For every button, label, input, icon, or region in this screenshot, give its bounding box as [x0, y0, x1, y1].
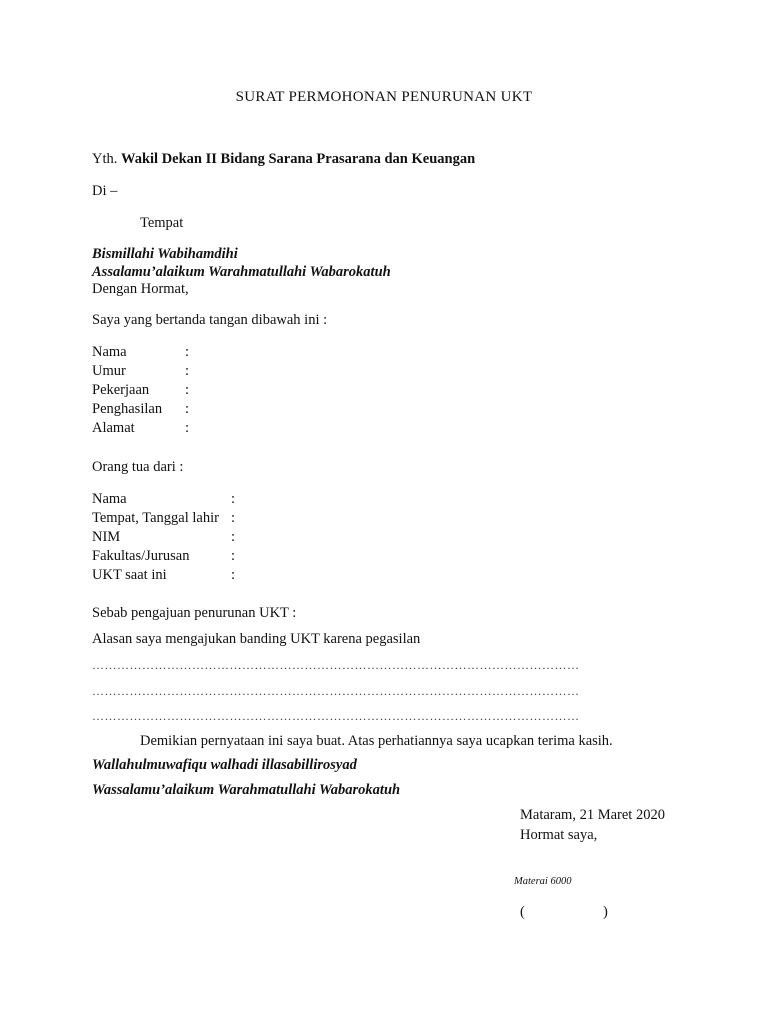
letter-title: SURAT PERMOHONAN PENURUNAN UKT: [235, 89, 533, 105]
signature-name-open: (: [520, 904, 525, 920]
recipient-name: Wakil Dekan II Bidang Sarana Prasarana dan Keuangan: [121, 151, 476, 167]
field-colon: :: [231, 567, 236, 583]
field-colon: :: [231, 491, 236, 507]
intro-text: Saya yang bertanda tangan dibawah ini :: [92, 312, 328, 328]
signature-regards: Hormat saya,: [520, 827, 598, 843]
dotted-line: ………………………………………………………………………………………………………: [92, 658, 580, 672]
dotted-line: ………………………………………………………………………………………………………: [92, 709, 580, 723]
parent-field-label: Pekerjaan: [92, 382, 150, 398]
tempat-line: Tempat: [140, 215, 184, 231]
di-line: Di –: [92, 183, 118, 199]
closing-prayer: Wallahulmuwafiqu walhadi illasabillirosyad: [92, 757, 357, 773]
student-field-label: NIM: [92, 529, 121, 545]
field-colon: :: [231, 510, 236, 526]
student-field-label: Fakultas/Jurusan: [92, 548, 190, 564]
student-field-label: Tempat, Tanggal lahir: [92, 510, 219, 526]
student-field-label: UKT saat ini: [92, 567, 167, 583]
materai-label: Materai 6000: [514, 876, 572, 887]
field-colon: :: [231, 548, 236, 564]
recipient-prefix: Yth.: [92, 151, 118, 167]
field-colon: :: [185, 382, 190, 398]
parent-of-text: Orang tua dari :: [92, 459, 184, 475]
reason-text: Alasan saya mengajukan banding UKT karena pegasilan: [92, 631, 421, 647]
field-colon: :: [185, 344, 190, 360]
field-colon: :: [231, 529, 236, 545]
closing-statement: Demikian pernyataan ini saya buat. Atas perhatiannya saya ucapkan terima kasih.: [140, 733, 613, 749]
reason-heading: Sebab pengajuan penurunan UKT :: [92, 605, 297, 621]
recipient-line: [92, 150, 475, 168]
opening-bismillah: Bismillahi Wabihamdihi: [92, 246, 238, 262]
field-colon: :: [185, 420, 190, 436]
student-field-label: Nama: [92, 491, 127, 507]
signature-place-date: Mataram, 21 Maret 2020: [520, 807, 665, 823]
field-colon: :: [185, 363, 190, 379]
parent-field-label: Nama: [92, 344, 127, 360]
field-colon: :: [185, 401, 190, 417]
parent-field-label: Penghasilan: [92, 401, 163, 417]
parent-field-label: Umur: [92, 363, 126, 379]
opening-hormat: Dengan Hormat,: [92, 281, 189, 297]
opening-salam: Assalamu’alaikum Warahmatullahi Wabarokatuh: [92, 264, 391, 280]
signature-name-close: ): [603, 904, 608, 920]
dotted-line: ………………………………………………………………………………………………………: [92, 684, 580, 698]
closing-salam: Wassalamu’alaikum Warahmatullahi Wabarokatuh: [92, 782, 401, 798]
parent-field-label: Alamat: [92, 420, 135, 436]
